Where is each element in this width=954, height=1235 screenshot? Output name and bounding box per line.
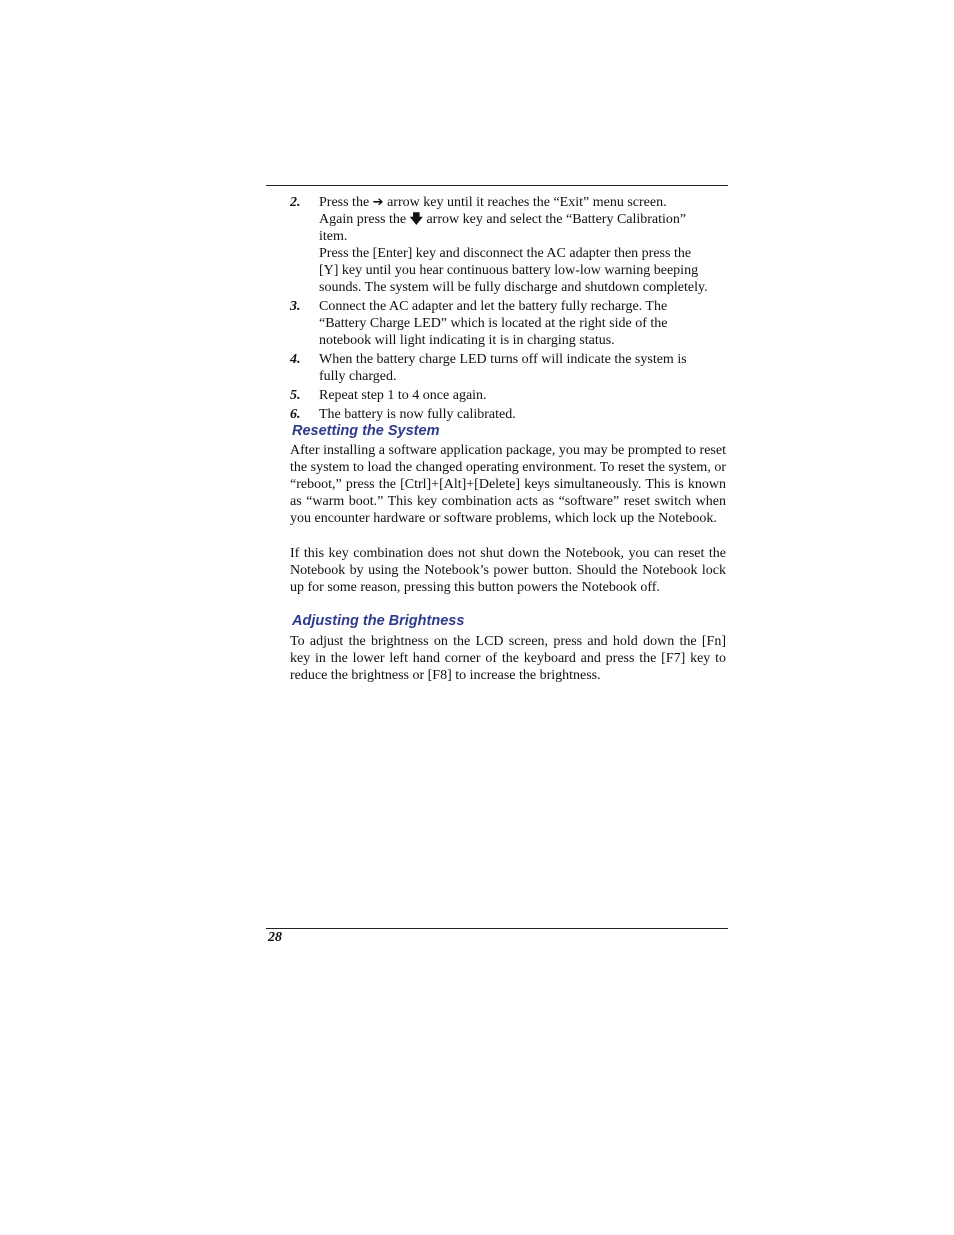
step-text-line: The battery is now fully calibrated. <box>319 407 516 422</box>
reset-paragraph-1: After installing a software application package, you may be prompted to reset the system to load the changed operating environment. To reset the system, or “reboot,” press the [Ctrl]+[Alt]+[Delete] keys simultaneously. This is known as “warm boot.” This key combination acts as “software” reset switch when you encounter hardware or software problems, which lock up the Notebook. <box>290 443 726 526</box>
step-text-line: notebook will light indicating it is in charging status. <box>319 333 615 348</box>
step-number: 6. <box>290 407 301 422</box>
calibration-steps-list <box>290 194 730 425</box>
section-heading-resetting: Resetting the System <box>292 423 440 439</box>
brightness-paragraph: To adjust the brightness on the LCD screen, press and hold down the [Fn] key in the lower left hand corner of the keyboard and press the [F7] key to reduce the brightness or [F8] to increase the brightness. <box>290 634 726 683</box>
step-text-line: [Y] key until you hear continuous battery low-low warning beeping <box>319 263 699 278</box>
step-text-line <box>319 194 730 211</box>
section-heading-brightness: Adjusting the Brightness <box>292 613 465 629</box>
list-item <box>290 387 730 404</box>
list-item <box>290 351 730 385</box>
step-text-line: Connect the AC adapter and let the battery fully recharge. The <box>319 299 668 314</box>
step-text: arrow key until it reaches the “Exit” menu screen. <box>383 195 667 210</box>
step-text-line: fully charged. <box>319 369 397 384</box>
step-text-line: When the battery charge LED turns off will indicate the system is <box>319 352 687 367</box>
step-number: 3. <box>290 299 301 314</box>
step-text: Press the <box>319 195 373 210</box>
reset-paragraph-2: If this key combination does not shut down the Notebook, you can reset the Notebook by using the Notebook’s power button. Should the Notebook lock up for some reason, pressing this button powers the Notebook off. <box>290 546 726 595</box>
page-number: 28 <box>268 930 282 945</box>
header-rule <box>266 185 728 186</box>
step-text-line: Press the [Enter] key and disconnect the AC adapter then press the <box>319 246 692 261</box>
step-text-line <box>319 211 730 228</box>
step-text-line: sounds. The system will be fully discharge and shutdown completely. <box>319 280 708 295</box>
step-text-line: “Battery Charge LED” which is located at the right side of the <box>319 316 668 331</box>
down-arrow-icon: 🡇 <box>409 212 423 227</box>
list-item <box>290 406 730 423</box>
right-arrow-icon: ➔ <box>372 195 384 210</box>
step-number: 4. <box>290 352 301 367</box>
step-number: 2. <box>290 195 301 210</box>
step-text: Again press the <box>319 212 410 227</box>
step-text-line: Repeat step 1 to 4 once again. <box>319 388 487 403</box>
step-number: 5. <box>290 388 301 403</box>
step-text-line: item. <box>319 229 348 244</box>
step-text: arrow key and select the “Battery Calibration” <box>422 212 687 227</box>
list-item <box>290 194 730 296</box>
list-item <box>290 298 730 349</box>
footer-rule <box>266 928 728 929</box>
